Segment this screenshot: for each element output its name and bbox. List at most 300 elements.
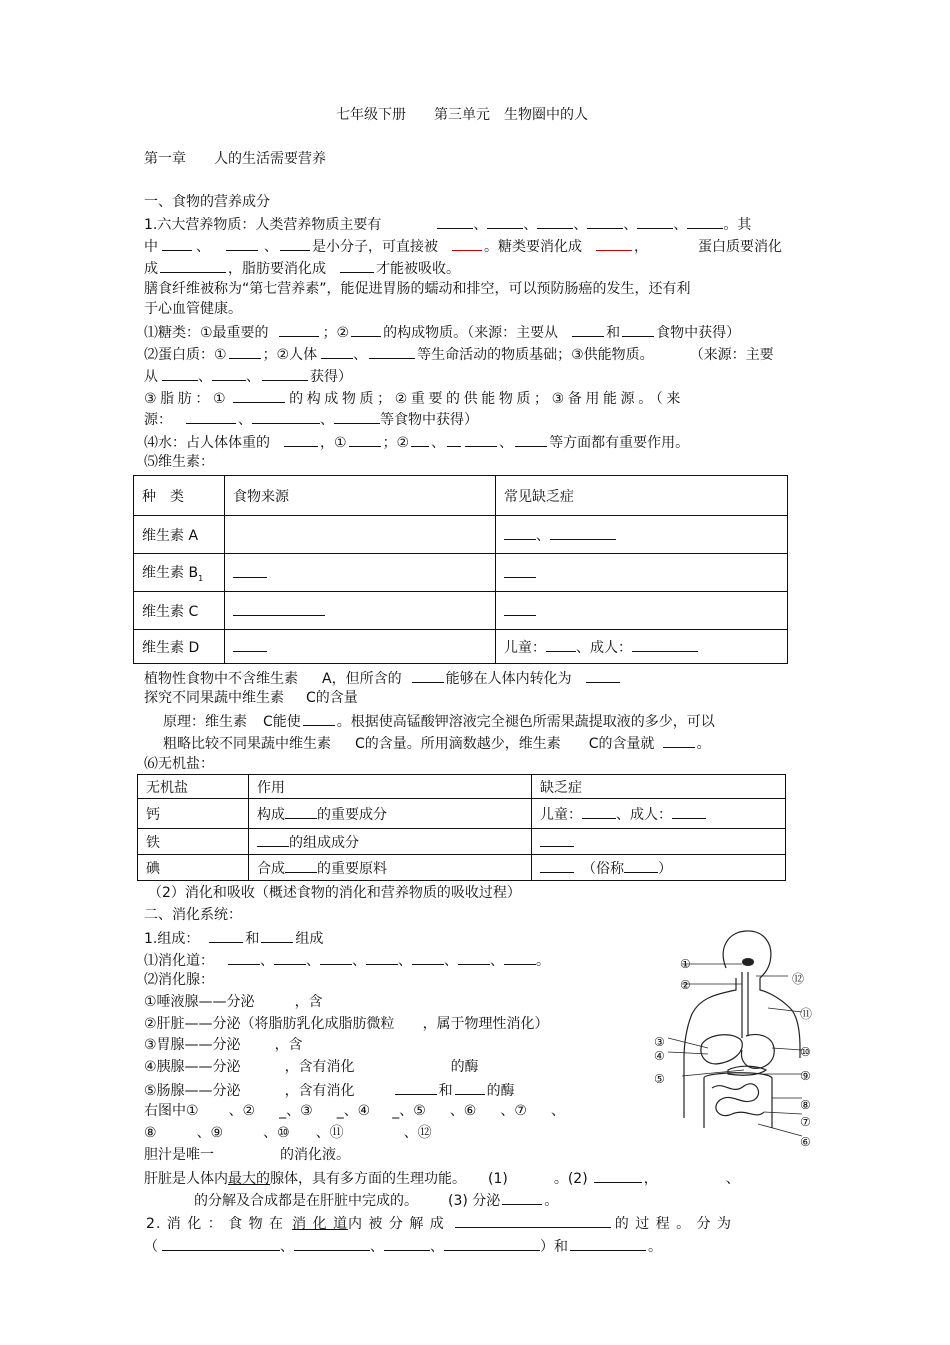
text: (3) 分泌 xyxy=(448,1193,501,1209)
text: 、 xyxy=(264,239,278,255)
diagram-label: ⑤ xyxy=(654,1072,665,1086)
blank[interactable] xyxy=(209,928,243,943)
principle-line-1 xyxy=(163,711,715,731)
text: ，含有消化 xyxy=(284,1083,355,1099)
blank[interactable] xyxy=(586,668,620,683)
text: （俗称 xyxy=(582,860,624,877)
gland-salivary xyxy=(144,993,323,1011)
digestion-line-2 xyxy=(144,1236,662,1256)
text: 、 xyxy=(430,1239,444,1255)
text: 植物性食物中不含维生素 xyxy=(144,671,298,687)
text: 内 被 分 解 成 xyxy=(347,1216,445,1232)
text: 腺体 xyxy=(270,1171,298,1187)
blank[interactable] xyxy=(487,214,523,229)
blank[interactable] xyxy=(351,322,381,337)
table-header-row xyxy=(138,775,786,799)
fiber-line-2: 于心血管健康。 xyxy=(144,301,242,317)
food-source-cell[interactable] xyxy=(225,516,496,554)
diagram-label: ⑩ xyxy=(800,1045,811,1059)
text: 、 xyxy=(280,1239,294,1255)
experiment-title xyxy=(144,689,358,707)
blank[interactable] xyxy=(637,214,673,229)
digestion-absorption-title: （2）消化和吸收（概述食物的消化和营养物质的吸收过程） xyxy=(148,885,521,901)
vitamin-name: 维生素 C xyxy=(134,592,225,630)
underlined-text: 最大的 xyxy=(228,1171,270,1187)
table-header-cell: 食物来源 xyxy=(225,476,496,516)
protein-line-1 xyxy=(144,344,774,364)
text: ，含 xyxy=(294,994,323,1010)
text: 、⑫ xyxy=(403,1125,432,1141)
digestion-line-1 xyxy=(146,1213,732,1233)
table-row xyxy=(134,592,788,630)
text: 肝脏是人体内 xyxy=(144,1171,228,1187)
text: ⑷水：占人体体重的 xyxy=(144,435,270,451)
text: 食物中获得） xyxy=(656,325,741,341)
text: 。(2) xyxy=(553,1171,588,1187)
table-row xyxy=(138,829,786,855)
blank[interactable] xyxy=(162,236,192,251)
large-intestine xyxy=(704,1073,772,1128)
text: 的重要原料 xyxy=(317,860,387,877)
blank[interactable] xyxy=(447,432,461,447)
diagram-label: ⑨ xyxy=(800,1069,811,1083)
deficiency-cell[interactable] xyxy=(496,516,788,554)
blank[interactable] xyxy=(160,258,226,273)
text: 的构成物质。（来源：主要从 xyxy=(383,325,559,341)
underlined-text: 消 化 道 xyxy=(292,1216,348,1232)
text: 、 xyxy=(444,953,458,969)
text: 、 xyxy=(198,369,212,385)
blank[interactable] xyxy=(285,804,317,819)
blank[interactable] xyxy=(284,432,318,447)
text: 、 xyxy=(550,1103,565,1119)
text: A，但所含的 xyxy=(322,671,402,687)
blank[interactable] xyxy=(334,409,380,424)
text: 合成 xyxy=(257,860,285,877)
food-source-cell[interactable] xyxy=(225,630,496,664)
nutrients-line-1 xyxy=(144,214,751,234)
blank[interactable] xyxy=(455,1213,611,1228)
text: 、 xyxy=(673,217,688,233)
esophagus xyxy=(742,972,748,1038)
text: 组成 xyxy=(295,931,324,947)
text: ⑵蛋白质：① xyxy=(144,347,227,363)
diagram-label: ⑥ xyxy=(800,1135,811,1149)
blank[interactable] xyxy=(504,525,536,540)
text: 源： xyxy=(144,412,172,428)
mineral-name: 铁 xyxy=(138,829,249,855)
text: 、⑦ xyxy=(500,1103,527,1119)
deficiency-cell[interactable] xyxy=(532,855,786,881)
text: ，含 xyxy=(274,1037,303,1053)
text: 探究不同果蔬中维生素 xyxy=(144,690,284,706)
diagram-label: ⑫ xyxy=(792,972,805,986)
text: 、⑩ xyxy=(263,1125,290,1141)
blank[interactable] xyxy=(540,858,574,873)
text: 等生命活动的物质基础；③供能物质。 xyxy=(417,347,654,363)
text: 。根据使高锰酸钾溶液完全褪色所需果蔬提取液的多少，可以 xyxy=(336,714,715,730)
blank[interactable] xyxy=(280,236,310,251)
text: 的 过 程 。 分 为 xyxy=(614,1216,733,1232)
blank[interactable] xyxy=(587,214,623,229)
text: 和 xyxy=(606,325,621,341)
blank[interactable] xyxy=(285,858,317,873)
text: 、成人： xyxy=(616,806,672,823)
blank[interactable] xyxy=(233,388,285,403)
text: 粗略比较不同果蔬中维生素 xyxy=(163,736,331,752)
text: 中 xyxy=(144,239,158,255)
text: 是小分子，可直接被 xyxy=(312,239,438,255)
blank[interactable] xyxy=(411,432,429,447)
blank[interactable] xyxy=(663,733,695,748)
principle-line-2 xyxy=(163,733,711,753)
blank[interactable] xyxy=(262,366,308,381)
function-cell[interactable] xyxy=(249,829,532,855)
function-cell[interactable] xyxy=(249,855,532,881)
diagram-label: ① xyxy=(680,957,691,971)
blank[interactable] xyxy=(452,236,482,251)
text: ②肝脏——分泌（将脂肪乳化成脂肪微粒 xyxy=(144,1016,395,1032)
chapter-heading: 第一章 人的生活需要营养 xyxy=(144,151,326,167)
text: 、 xyxy=(370,1239,384,1255)
deficiency-cell[interactable] xyxy=(496,592,788,630)
section-heading-2: 二、消化系统： xyxy=(144,907,242,923)
text: ⑴消化道： xyxy=(144,953,214,969)
blank[interactable] xyxy=(594,1168,642,1183)
text: （来源：主要 xyxy=(689,347,774,363)
text: 的消化液。 xyxy=(280,1147,350,1163)
diagram-label: ⑪ xyxy=(800,1007,813,1021)
text: 、 xyxy=(499,435,514,451)
text: ， xyxy=(634,239,648,255)
blank[interactable] xyxy=(229,344,261,359)
text: C的含量就 xyxy=(588,736,655,752)
table-row xyxy=(134,630,788,664)
blank[interactable] xyxy=(384,1236,430,1251)
text: 蛋白质要消化 xyxy=(698,239,782,255)
small-intestine xyxy=(712,1084,764,1116)
fiber-line-1: 膳食纤维被称为“第七营养素”，能促进胃肠的蠕动和排空，可以预防肠癌的发生，还有利 xyxy=(144,281,691,297)
plant-vitamin-line xyxy=(144,668,620,688)
text: 。 xyxy=(544,1193,559,1209)
blank[interactable] xyxy=(257,832,289,847)
table-header-cell: 常见缺乏症 xyxy=(496,476,788,516)
blank[interactable] xyxy=(570,1236,646,1251)
text: 的酶 xyxy=(486,1083,515,1099)
text: 1.组成： xyxy=(144,931,200,947)
text: 、 xyxy=(490,953,504,969)
text: ③胃腺——分泌 xyxy=(144,1037,241,1053)
blank[interactable] xyxy=(582,804,616,819)
text: (1) xyxy=(488,1171,508,1187)
text: 从 xyxy=(144,369,158,385)
mineral-name: 钙 xyxy=(138,799,249,829)
water-line xyxy=(144,432,689,452)
text: 、 xyxy=(306,953,320,969)
text: 、 xyxy=(573,217,588,233)
fat-line-2 xyxy=(144,409,478,429)
blank[interactable] xyxy=(321,344,353,359)
text: ④胰腺——分泌 xyxy=(144,1059,241,1075)
vitamin-name xyxy=(134,554,225,592)
text: 构成 xyxy=(257,806,285,823)
text: ， xyxy=(643,1171,658,1187)
text: （ xyxy=(144,1239,158,1255)
blank[interactable] xyxy=(504,601,536,616)
blank[interactable] xyxy=(226,236,258,251)
text: 获得） xyxy=(310,369,352,385)
text: 、② xyxy=(228,1103,256,1119)
text: ③脂肪：① xyxy=(144,391,230,407)
blank[interactable] xyxy=(444,1236,540,1251)
blank[interactable] xyxy=(687,214,723,229)
blank[interactable] xyxy=(504,950,536,965)
blank[interactable] xyxy=(596,236,632,251)
blank[interactable] xyxy=(672,804,706,819)
text: C的含量 xyxy=(306,690,358,706)
leader-line xyxy=(758,1124,802,1136)
blank[interactable] xyxy=(412,668,444,683)
diagram-label: ④ xyxy=(654,1049,665,1063)
table-header-cell: 缺乏症 xyxy=(532,775,786,799)
table-row xyxy=(134,516,788,554)
text: 、 xyxy=(320,412,334,428)
text: 、 xyxy=(260,953,274,969)
head-outline xyxy=(723,931,800,1058)
text: 。其 xyxy=(723,217,752,233)
text: ；②人体 xyxy=(262,347,318,363)
leader-line xyxy=(768,1008,802,1012)
deficiency-cell[interactable] xyxy=(496,630,788,664)
text: 。 xyxy=(696,736,711,752)
text: 的酶 xyxy=(450,1059,479,1075)
blank[interactable] xyxy=(279,322,319,337)
gland-intestinal xyxy=(144,1080,515,1100)
blank[interactable] xyxy=(252,409,320,424)
table-header-cell: 种 类 xyxy=(134,476,225,516)
figure-labels-line-2 xyxy=(144,1124,432,1142)
food-source-cell[interactable] xyxy=(225,554,496,592)
blank[interactable] xyxy=(274,950,306,965)
glands-heading: ⑵消化腺： xyxy=(144,972,214,988)
text: 的重要成分 xyxy=(317,806,387,823)
gland-liver xyxy=(144,1015,549,1033)
blank[interactable] xyxy=(369,344,415,359)
nutrients-line-2 xyxy=(144,236,782,256)
blank[interactable] xyxy=(303,711,335,726)
text: _、③ xyxy=(279,1103,313,1119)
blank[interactable] xyxy=(502,1190,542,1205)
text: ，脂肪要消化成 xyxy=(228,261,326,277)
text: 、 xyxy=(196,239,210,255)
sugar-line xyxy=(144,322,740,342)
blank[interactable] xyxy=(212,366,246,381)
protein-line-2 xyxy=(144,366,352,386)
text: 、 xyxy=(431,435,446,451)
mineral-name: 碘 xyxy=(138,855,249,881)
vitamin-name: 维生素 D xyxy=(134,630,225,664)
text: 的构成物质；②重要的供能物质；③备用能源。（来 xyxy=(289,391,685,407)
fat-line-1 xyxy=(144,388,684,408)
text: ；② xyxy=(322,325,350,341)
nutrients-line-3 xyxy=(144,258,460,278)
text: 等方面都有重要作用。 xyxy=(549,435,690,451)
text: ，属于物理性消化） xyxy=(422,1016,549,1032)
text: ①唾液腺——分泌 xyxy=(144,994,255,1010)
text: 1.六大营养物质：人类营养物质主要有 xyxy=(144,217,382,233)
blank[interactable] xyxy=(572,322,604,337)
text: ，具有多方面的生理功能。 xyxy=(298,1171,466,1187)
blank[interactable] xyxy=(412,950,444,965)
blank[interactable] xyxy=(504,563,536,578)
text: 才能被吸收。 xyxy=(376,261,460,277)
section-heading-1: 一、食物的营养成分 xyxy=(144,194,270,210)
table-row xyxy=(138,855,786,881)
blank[interactable] xyxy=(632,637,698,652)
leader-line xyxy=(764,1112,802,1114)
blank[interactable] xyxy=(261,928,293,943)
deficiency-cell[interactable] xyxy=(532,799,786,829)
food-source-cell[interactable] xyxy=(225,592,496,630)
page-title: 七年级下册 第三单元 生物圈中的人 xyxy=(336,107,588,123)
mineral-table xyxy=(137,774,786,881)
text: _、⑤ xyxy=(392,1103,426,1119)
text: 、 xyxy=(352,953,366,969)
text: ⑴糖类：①最重要的 xyxy=(144,325,269,341)
blank[interactable] xyxy=(340,258,374,273)
liver-line-1 xyxy=(144,1168,740,1188)
text: 成 xyxy=(144,261,158,277)
text: 儿童： xyxy=(504,639,546,656)
bile-line xyxy=(144,1146,350,1164)
text: 、 xyxy=(725,1171,740,1187)
text: 2. 消 化 ： 食 物 在 xyxy=(146,1216,285,1232)
text: ）和 xyxy=(540,1239,568,1255)
table-header-row xyxy=(134,476,788,516)
figure-labels-line-1 xyxy=(144,1102,565,1120)
blank[interactable] xyxy=(162,366,198,381)
mouth xyxy=(742,958,754,966)
blank[interactable] xyxy=(162,1236,280,1251)
subscript: 1 xyxy=(198,573,204,583)
leader-line xyxy=(668,1052,708,1054)
text: ，含有消化 xyxy=(284,1059,355,1075)
text: ⑤肠腺——分泌 xyxy=(144,1083,241,1099)
blank[interactable] xyxy=(294,1236,370,1251)
table-header-cell: 作用 xyxy=(249,775,532,799)
diagram-label: ③ xyxy=(654,1035,665,1049)
text: 儿童： xyxy=(540,806,582,823)
liver-line-2 xyxy=(194,1190,558,1210)
blank[interactable] xyxy=(537,214,573,229)
text: C能使 xyxy=(263,714,301,730)
blank[interactable] xyxy=(395,1080,437,1095)
vitamin-heading: ⑸维生素： xyxy=(144,454,214,470)
text: 等食物中获得） xyxy=(380,412,478,428)
text: 和 xyxy=(245,931,260,947)
blank[interactable] xyxy=(622,322,654,337)
blank[interactable] xyxy=(624,858,658,873)
text: 原理：维生素 xyxy=(163,714,247,730)
text: 、 xyxy=(398,953,412,969)
blank[interactable] xyxy=(233,563,267,578)
blank[interactable] xyxy=(458,950,490,965)
blank[interactable] xyxy=(349,432,381,447)
blank[interactable] xyxy=(186,409,236,424)
text: 、⑨ xyxy=(196,1125,224,1141)
text: 、 xyxy=(623,217,638,233)
liver xyxy=(701,1035,742,1064)
table-row xyxy=(138,799,786,829)
text: 、成人： xyxy=(576,639,632,656)
mineral-heading: ⑹无机盐： xyxy=(144,756,214,772)
blank[interactable] xyxy=(228,950,260,965)
blank[interactable] xyxy=(366,950,398,965)
text: 、⑥ xyxy=(449,1103,477,1119)
text: 的分解及合成都是在肝脏中完成的。 xyxy=(194,1193,418,1209)
text: 的组成成分 xyxy=(289,834,359,851)
blank[interactable] xyxy=(540,832,574,847)
deficiency-cell[interactable] xyxy=(496,554,788,592)
text: 和 xyxy=(438,1083,453,1099)
text: 、 xyxy=(523,217,538,233)
text: ⑧ xyxy=(144,1125,157,1141)
text: 右图中① xyxy=(144,1103,199,1119)
function-cell[interactable] xyxy=(249,799,532,829)
vitamin-table xyxy=(133,475,788,664)
blank[interactable] xyxy=(455,1080,485,1095)
blank[interactable] xyxy=(515,432,547,447)
stomach xyxy=(741,1035,774,1069)
text: 能够在人体内转化为 xyxy=(445,671,572,687)
gland-pancreas xyxy=(144,1058,479,1076)
blank[interactable] xyxy=(320,950,352,965)
vitamin-name: 维生素 A xyxy=(134,516,225,554)
text: 、 xyxy=(353,347,368,363)
blank[interactable] xyxy=(437,214,473,229)
deficiency-cell[interactable] xyxy=(532,829,786,855)
gland-gastric xyxy=(144,1036,303,1054)
blank[interactable] xyxy=(465,432,497,447)
text: 、⑪ xyxy=(315,1125,344,1141)
diagram-label: ⑧ xyxy=(800,1098,811,1112)
text: 、 xyxy=(238,412,252,428)
text: ；② xyxy=(382,435,410,451)
text: 。 xyxy=(648,1239,662,1255)
text: 、 xyxy=(473,217,488,233)
text: ） xyxy=(658,860,672,877)
text: 胆汁是唯一 xyxy=(144,1147,214,1163)
text: 。 xyxy=(536,953,550,969)
text: 维生素 B xyxy=(142,565,199,582)
text: 、 xyxy=(246,369,260,385)
tract-line xyxy=(144,950,550,970)
diagram-label: ② xyxy=(680,978,691,992)
text: 、 xyxy=(536,527,550,544)
blank[interactable] xyxy=(233,637,267,652)
text: ，① xyxy=(320,435,347,451)
blank[interactable] xyxy=(550,525,616,540)
leader-line xyxy=(772,1048,802,1050)
table-header-cell: 无机盐 xyxy=(138,775,249,799)
diagram-label: ⑦ xyxy=(800,1115,811,1129)
blank[interactable] xyxy=(546,637,576,652)
text: _、④ xyxy=(336,1103,371,1119)
blank[interactable] xyxy=(233,601,325,616)
text: 。糖类要消化成 xyxy=(484,239,582,255)
composition-line xyxy=(144,928,323,948)
table-row xyxy=(134,554,788,592)
